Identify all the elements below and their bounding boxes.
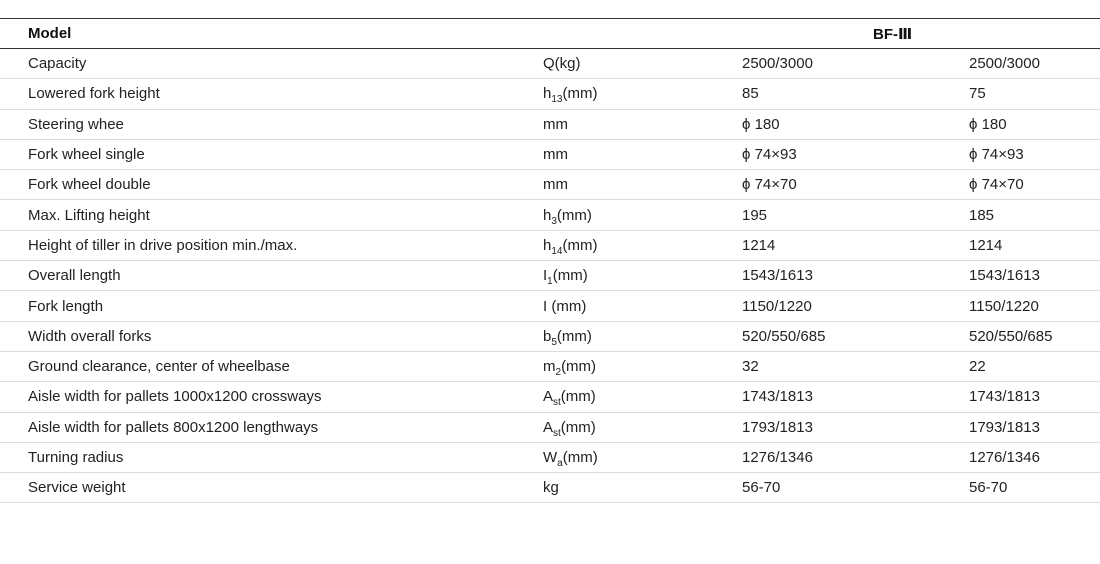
unit-pre: mm (543, 115, 568, 133)
table-row (0, 200, 1100, 230)
parameter-name: Ground clearance, center of wheelbase (28, 358, 290, 376)
value-col-1: 1276/1346 (742, 449, 813, 466)
table-row (0, 442, 1100, 472)
parameter-unit (543, 79, 742, 109)
header-row (0, 19, 1100, 49)
unit-sub: 2 (555, 367, 562, 379)
parameter-unit (543, 49, 742, 79)
parameter-unit (543, 261, 742, 291)
value-col-1: 1793/1813 (742, 418, 813, 436)
parameter-name: Capacity (28, 55, 87, 73)
unit-post: (mm) (562, 236, 598, 254)
parameter-unit (543, 170, 742, 200)
unit-sub: 14 (551, 245, 563, 257)
table-row (0, 139, 1100, 169)
value-col-1: ϕ 180 (742, 115, 780, 133)
parameter-name: Width overall forks (28, 327, 152, 345)
unit-pre: kg (543, 479, 559, 497)
parameter-unit (543, 139, 742, 169)
table-row (0, 382, 1100, 412)
parameter-name: Overall length (28, 267, 121, 285)
unit-pre: I (mm) (543, 297, 587, 315)
unit-pre: h (543, 236, 552, 254)
table-row (0, 230, 1100, 260)
value-col-2: 1743/1813 (969, 388, 1040, 406)
parameter-name: Steering whee (28, 115, 124, 133)
value-col-2: 75 (969, 85, 986, 103)
value-col-1: 520/550/685 (742, 327, 826, 345)
unit-pre: W (543, 449, 558, 466)
unit-pre: A (543, 418, 554, 436)
value-col-2: 185 (969, 206, 995, 224)
parameter-name: Service weight (28, 479, 126, 497)
value-col-2: 1793/1813 (969, 418, 1040, 436)
table-row (0, 261, 1100, 291)
parameter-unit (543, 230, 742, 260)
table-row (0, 351, 1100, 381)
value-col-2: 2500/3000 (969, 55, 1040, 73)
value-col-1: ϕ 74×70 (742, 176, 797, 194)
value-col-1: 85 (742, 85, 759, 103)
value-col-2: 1150/1220 (969, 297, 1039, 315)
unit-sub: a (557, 458, 563, 469)
unit-sub: 5 (551, 336, 557, 348)
parameter-name: Fork wheel double (28, 176, 151, 194)
unit-pre: m (543, 358, 556, 376)
parameter-unit (543, 412, 742, 442)
value-col-1: 1214 (742, 236, 776, 254)
header-unit-cell (543, 19, 742, 49)
value-col-2: ϕ 74×70 (969, 176, 1024, 194)
value-col-1: 2500/3000 (742, 55, 813, 73)
unit-pre: mm (543, 176, 568, 194)
table-row (0, 109, 1100, 139)
unit-pre: A (543, 388, 554, 406)
parameter-unit (543, 382, 742, 412)
unit-pre: mm (543, 146, 568, 164)
value-col-2: 1214 (969, 236, 1003, 254)
parameter-unit (543, 291, 742, 321)
unit-pre: b (543, 327, 552, 345)
table-row (0, 170, 1100, 200)
value-col-2: ϕ 74×93 (969, 146, 1024, 164)
unit-sub: st (553, 397, 561, 409)
unit-pre: I (543, 267, 548, 285)
parameter-name: Aisle width for pallets 1000x1200 crossways (28, 388, 322, 406)
parameter-name: Fork length (28, 297, 104, 315)
unit-post: (mm) (556, 206, 592, 224)
parameter-name: Turning radius (28, 449, 124, 466)
unit-pre: h (543, 85, 552, 103)
parameter-name: Max. Lifting height (28, 206, 150, 224)
value-col-1: ϕ 74×93 (742, 146, 797, 164)
value-col-2: ϕ 180 (969, 115, 1007, 133)
value-col-1: 56-70 (742, 479, 781, 497)
spec-table (0, 18, 1100, 503)
table-row (0, 412, 1100, 442)
model-value: BF-Ⅲ (873, 25, 913, 43)
parameter-name: Lowered fork height (28, 85, 160, 103)
value-col-1: 1743/1813 (742, 388, 813, 406)
parameter-name: Height of tiller in drive position min./max. (28, 236, 298, 254)
unit-pre: h (543, 206, 552, 224)
table-row (0, 321, 1100, 351)
unit-sub: 1 (547, 276, 553, 288)
table-row (0, 473, 1100, 503)
unit-post: (mm) (552, 267, 588, 285)
unit-post: (mm) (562, 449, 598, 466)
value-col-2: 1543/1613 (969, 267, 1040, 285)
value-col-1: 1150/1220 (742, 297, 812, 315)
unit-post: (mm) (556, 327, 592, 345)
value-col-1: 32 (742, 358, 759, 376)
parameter-unit (543, 109, 742, 139)
unit-post: (mm) (562, 85, 598, 103)
parameter-name: Fork wheel single (28, 146, 145, 164)
unit-post: (mm) (560, 388, 596, 406)
table-row (0, 291, 1100, 321)
parameter-unit (543, 351, 742, 381)
unit-post: (mm) (561, 358, 597, 376)
table-row (0, 49, 1100, 79)
value-col-2: 1276/1346 (969, 449, 1040, 466)
value-col-2: 56-70 (969, 479, 1008, 497)
value-col-2: 520/550/685 (969, 327, 1053, 345)
parameter-unit (543, 321, 742, 351)
unit-pre: Q(kg) (543, 55, 581, 73)
value-col-1: 195 (742, 206, 768, 224)
parameter-unit (543, 473, 742, 503)
parameter-name: Aisle width for pallets 800x1200 lengthways (28, 418, 319, 436)
table-row (0, 79, 1100, 109)
value-col-2: 22 (969, 358, 986, 376)
value-col-1: 1543/1613 (742, 267, 813, 285)
unit-post: (mm) (560, 418, 596, 436)
model-label: Model (28, 25, 72, 42)
parameter-unit (543, 442, 742, 472)
unit-sub: st (553, 427, 561, 439)
unit-sub: 13 (551, 94, 563, 106)
unit-sub: 3 (551, 215, 557, 227)
parameter-unit (543, 200, 742, 230)
